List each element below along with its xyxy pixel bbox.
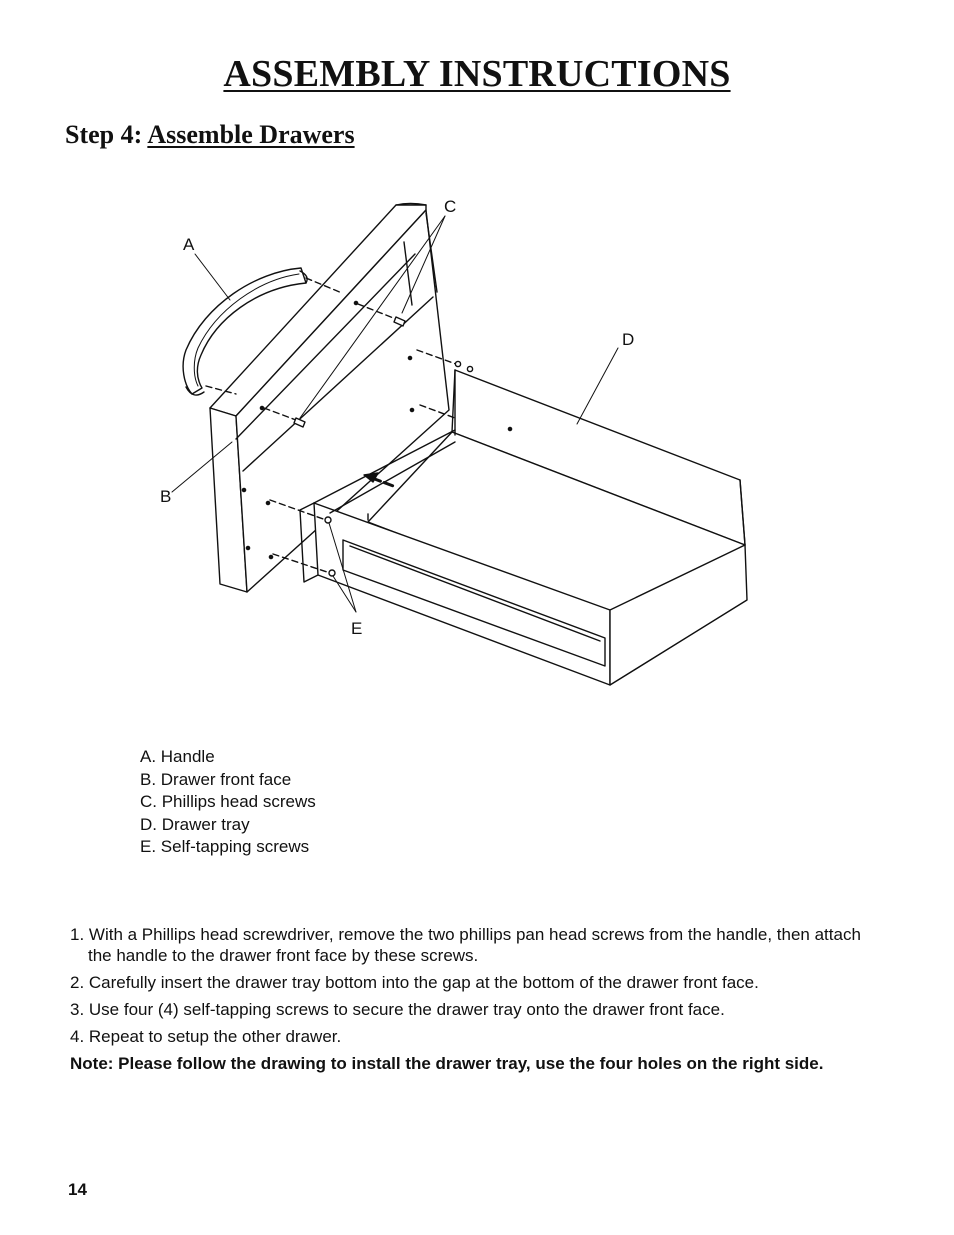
legend-item: A. Handle (140, 747, 215, 766)
page-number: 14 (68, 1180, 87, 1199)
legend-item: E. Self-tapping screws (140, 837, 310, 856)
installation-note: Note: Please follow the drawing to install the drawer tray, use the four holes on the right side. (70, 1054, 824, 1073)
callout-c: C (444, 197, 457, 216)
step-heading (65, 120, 355, 150)
step-name: Assemble Drawers (147, 120, 355, 149)
instruction-steps (70, 924, 870, 1080)
callout-a: A (183, 235, 195, 254)
legend-item: C. Phillips head screws (140, 792, 316, 811)
step-prefix: Step 4: (65, 120, 143, 149)
assembly-diagram (0, 180, 954, 700)
instruction-step: 3. Use four (4) self-tapping screws to secure the drawer tray onto the drawer front face. (70, 1000, 725, 1019)
page-title: ASSEMBLY INSTRUCTIONS (223, 53, 731, 95)
instruction-step: 1. With a Phillips head screwdriver, remove the two phillips pan head screws from the handle, then attach the handle to the drawer front face by these screws. (70, 925, 861, 965)
instruction-step: 2. Carefully insert the drawer tray bottom into the gap at the bottom of the drawer front face. (70, 973, 759, 992)
parts-legend (140, 746, 316, 859)
legend-item: B. Drawer front face (140, 769, 292, 789)
legend-item: D. Drawer tray (140, 814, 250, 834)
callout-b: B (160, 487, 172, 506)
callout-e: E (351, 619, 363, 638)
instruction-step: 4. Repeat to setup the other drawer. (70, 1027, 342, 1046)
callout-d: D (622, 330, 635, 349)
